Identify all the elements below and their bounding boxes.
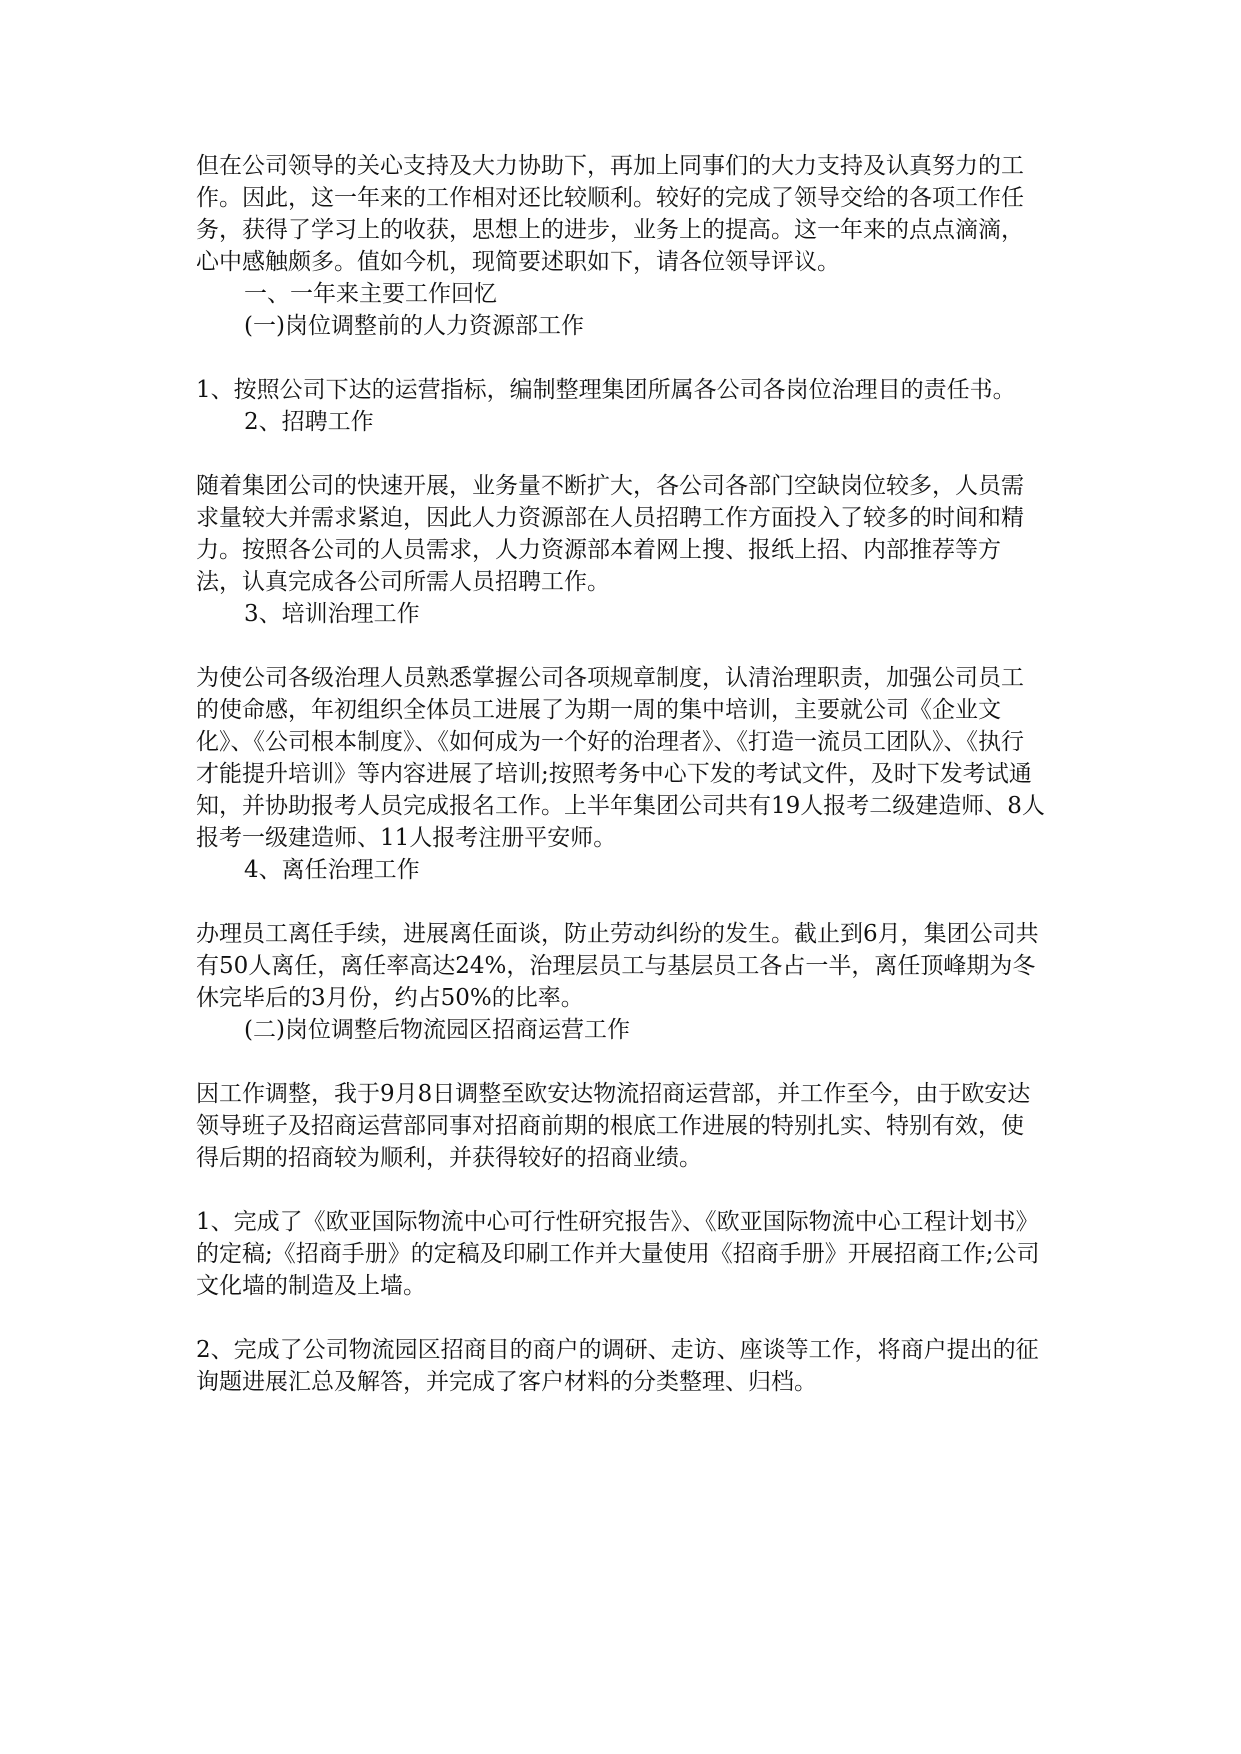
paragraph-resignation: 办理员工离任手续，进展离任面谈，防止劳动纠纷的发生。截止到6月，集团公司共有50人离任，离任率高达24%，治理层员工与基层员工各占一半，离任顶峰期为冬休完毕后的3月份，约占50%的比率。 <box>196 921 1039 1011</box>
section-heading-review: 一、一年来主要工作回忆 <box>244 281 497 307</box>
paragraph-recruitment: 随着集团公司的快速开展，业务量不断扩大，各公司各部门空缺岗位较多，人员需求量较大并需求紧迫，因此人力资源部在人员招聘工作方面投入了较多的时间和精力。按照各公司的人员需求，人力资源部本着网上搜、报纸上招、内部推荐等方法，认真完成各公司所需人员招聘工作。 <box>196 473 1024 595</box>
paragraph-job-change: 因工作调整，我于9月8日调整至欧安达物流招商运营部，并工作至今，由于欧安达领导班子及招商运营部同事对招商前期的根底工作进展的特别扎实、特别有效，使得后期的招商较为顺利，并获得较好的招商业绩。 <box>196 1081 1031 1171</box>
paragraph-item-2: 2、完成了公司物流园区招商目的商户的调研、走访、座谈等工作，将商户提出的征询题进展汇总及解答，并完成了客户材料的分类整理、归档。 <box>196 1337 1039 1395</box>
paragraph-responsibility: 1、按照公司下达的运营指标，编制整理集团所属各公司各岗位治理目的责任书。 <box>196 377 1016 403</box>
intro-paragraph: 但在公司领导的关心支持及大力协助下，再加上同事们的大力支持及认真努力的工作。因此，这一年来的工作相对还比较顺利。较好的完成了领导交给的各项工作任务，获得了学习上的收获，思想上的进步，业务上的提高。这一年来的点点滴滴，心中感触颇多。值如今机，现简要述职如下，请各位领导评议。 <box>196 153 1024 275</box>
heading-training: 3、培训治理工作 <box>244 601 420 627</box>
paragraph-item-1: 1、完成了《欧亚国际物流中心可行性研究报告》、《欧亚国际物流中心工程计划书》的定稿;《招商手册》的定稿及印刷工作并大量使用《招商手册》开展招商工作;公司文化墙的制造及上墙。 <box>196 1209 1040 1299</box>
subsection-heading-logistics: (二)岗位调整后物流园区招商运营工作 <box>244 1017 630 1043</box>
document-page <box>196 150 1046 1398</box>
paragraph-training: 为使公司各级治理人员熟悉掌握公司各项规章制度，认清治理职责，加强公司员工的使命感，年初组织全体员工进展了为期一周的集中培训，主要就公司《企业文化》、《公司根本制度》、《如何成为一个好的治理者》、《打造一流员工团队》、《执行才能提升培训》等内容进展了培训;按照考务中心下发的考试文件，及时下发考试通知，并协助报考人员完成报名工作。上半年集团公司共有19人报考二级建造师、8人报考一级建造师、11人报考注册平安师。 <box>196 665 1045 851</box>
subsection-heading-hr: (一)岗位调整前的人力资源部工作 <box>244 313 584 339</box>
heading-recruitment: 2、招聘工作 <box>244 409 374 435</box>
heading-resignation: 4、离任治理工作 <box>244 857 420 883</box>
